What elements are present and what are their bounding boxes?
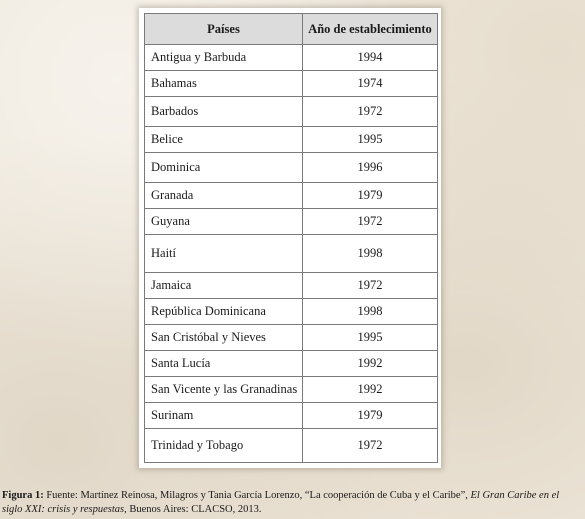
table-row <box>145 97 438 127</box>
table-row <box>145 209 438 235</box>
table-row <box>145 299 438 325</box>
table-header-row <box>145 14 438 45</box>
table-row <box>145 377 438 403</box>
table-row <box>145 153 438 183</box>
establishment-table <box>144 13 438 463</box>
country-cell: República Dominicana <box>145 299 303 325</box>
table-row <box>145 403 438 429</box>
year-cell: 1992 <box>303 351 438 377</box>
table-row <box>145 235 438 273</box>
table-row <box>145 127 438 153</box>
table-row <box>145 325 438 351</box>
country-cell: Bahamas <box>145 71 303 97</box>
country-cell: San Vicente y las Granadinas <box>145 377 303 403</box>
country-cell: Barbados <box>145 97 303 127</box>
header-countries: Países <box>145 14 303 45</box>
country-cell: Antigua y Barbuda <box>145 45 303 71</box>
year-cell: 1974 <box>303 71 438 97</box>
year-cell: 1979 <box>303 183 438 209</box>
caption-source: Fuente: Martínez Reinosa, Milagros y Tania García Lorenzo, “La cooperación de Cuba y el Caribe”, <box>43 490 471 501</box>
figure-caption <box>2 489 582 516</box>
country-cell: Santa Lucía <box>145 351 303 377</box>
country-cell: Granada <box>145 183 303 209</box>
caption-publisher: Buenos Aires: CLACSO, 2013. <box>126 503 262 515</box>
caption-label: Figura 1: <box>2 490 44 501</box>
year-cell: 1992 <box>303 377 438 403</box>
table-row <box>145 273 438 299</box>
country-cell: Haití <box>145 235 303 273</box>
year-cell: 1996 <box>303 153 438 183</box>
country-cell: Dominica <box>145 153 303 183</box>
table-row <box>145 351 438 377</box>
year-cell: 1994 <box>303 45 438 71</box>
table-row <box>145 183 438 209</box>
year-cell: 1995 <box>303 127 438 153</box>
country-cell: Trinidad y Tobago <box>145 429 303 463</box>
table-row <box>145 429 438 463</box>
table-card <box>139 8 441 468</box>
table-row <box>145 45 438 71</box>
country-cell: Jamaica <box>145 273 303 299</box>
country-cell: Guyana <box>145 209 303 235</box>
year-cell: 1998 <box>303 235 438 273</box>
country-cell: San Cristóbal y Nieves <box>145 325 303 351</box>
year-cell: 1998 <box>303 299 438 325</box>
year-cell: 1995 <box>303 325 438 351</box>
table-row <box>145 71 438 97</box>
country-cell: Surinam <box>145 403 303 429</box>
country-cell: Belice <box>145 127 303 153</box>
table-body <box>145 45 438 463</box>
year-cell: 1972 <box>303 429 438 463</box>
year-cell: 1972 <box>303 97 438 127</box>
year-cell: 1979 <box>303 403 438 429</box>
header-year: Año de establecimiento <box>303 14 438 45</box>
year-cell: 1972 <box>303 273 438 299</box>
caption-book-title: El Gran Caribe en el siglo XXI: crisis y respuestas, <box>2 490 560 515</box>
year-cell: 1972 <box>303 209 438 235</box>
